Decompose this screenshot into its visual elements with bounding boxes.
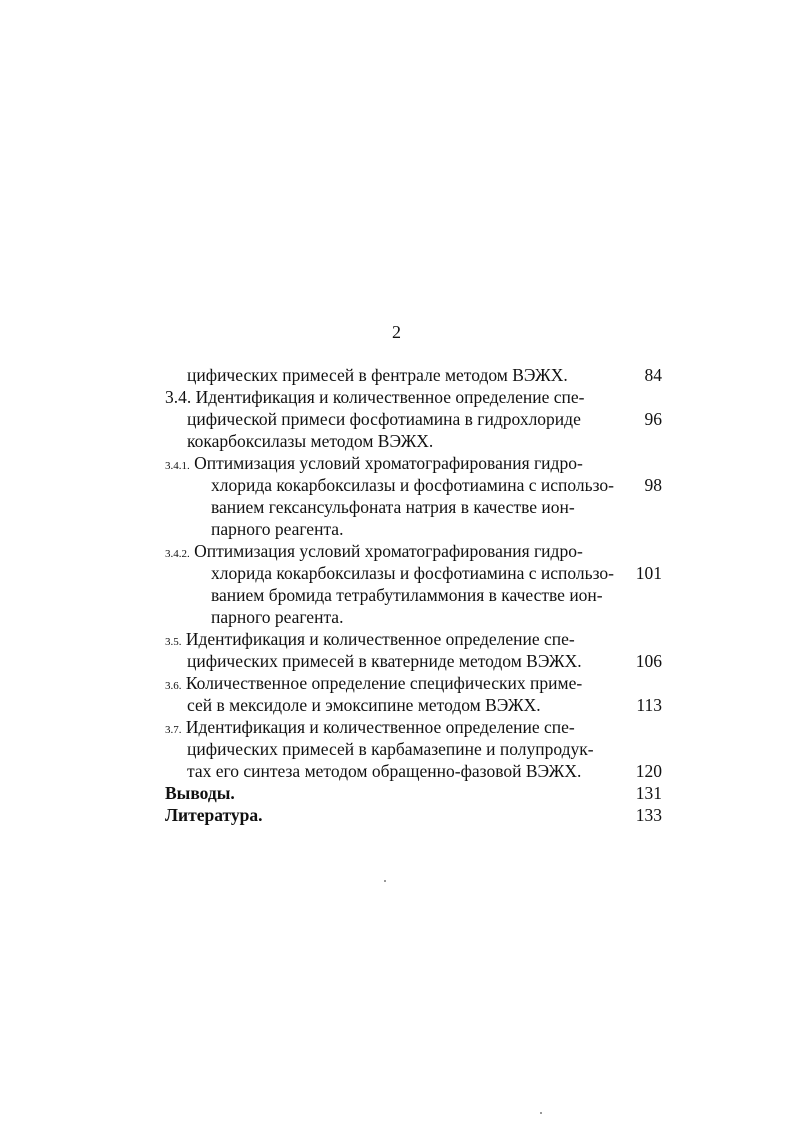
toc-entry-title: Оптимизация условий хроматографирования гидро- — [194, 541, 583, 561]
toc-entry-title: Идентификация и количественное определение спе- — [195, 387, 585, 407]
toc-entry-title: цифических примесей в фентрале методом ВЭЖХ. — [187, 365, 568, 385]
toc-line-text — [187, 650, 582, 672]
toc-entry-title: Выводы. — [165, 783, 235, 803]
toc-line — [165, 430, 670, 452]
toc-line-text — [187, 738, 594, 760]
toc-line-text — [211, 606, 343, 628]
toc-line — [165, 716, 670, 738]
toc-line — [165, 650, 670, 672]
toc-line — [165, 496, 670, 518]
toc-line — [165, 606, 670, 628]
toc-section-number: 3.7. — [165, 724, 182, 736]
toc-entry-title: цифических примесей в карбамазепине и полупродук- — [187, 739, 594, 759]
toc-entry-title: цифической примеси фосфотиамина в гидрохлориде — [187, 409, 581, 429]
toc-line-text — [165, 804, 263, 826]
toc-entry-title: Идентификация и количественное определение спе- — [185, 717, 575, 737]
toc-line — [165, 408, 670, 430]
toc-line-text — [211, 474, 614, 496]
toc-entry-title: Идентификация и количественное определение спе- — [185, 629, 575, 649]
toc-entry-title: Литература. — [165, 805, 263, 825]
table-of-contents — [165, 364, 670, 826]
toc-line-text — [165, 386, 585, 408]
toc-line — [165, 694, 670, 716]
toc-entry-title: ванием бромида тетрабутиламмония в качестве ион- — [211, 585, 603, 605]
toc-line-text — [211, 518, 343, 540]
toc-line-text — [211, 496, 575, 518]
scan-speck — [384, 880, 386, 882]
toc-line — [165, 760, 670, 782]
toc-entry-title: цифических примесей в кватерниде методом ВЭЖХ. — [187, 651, 582, 671]
toc-line — [165, 804, 670, 826]
toc-page-number: 113 — [636, 695, 662, 715]
toc-section-number: 3.4.1. — [165, 460, 190, 472]
toc-line — [165, 452, 670, 474]
toc-page-number: 131 — [635, 783, 662, 803]
toc-entry-title: хлорида кокарбоксилазы и фосфотиамина с использо- — [211, 475, 615, 495]
toc-line — [165, 584, 670, 606]
toc-section-number: 3.4.2. — [165, 548, 190, 560]
toc-line-text — [187, 760, 581, 782]
toc-section-number: 3.4. — [165, 387, 192, 407]
toc-entry-title: Количественное определение специфических приме- — [185, 673, 583, 693]
toc-line-text — [211, 584, 603, 606]
scan-speck — [540, 1112, 542, 1114]
toc-line — [165, 562, 670, 584]
toc-line-text — [211, 562, 614, 584]
toc-page-number: 133 — [635, 805, 662, 825]
toc-page-number: 96 — [644, 409, 662, 429]
toc-section-number: 3.6. — [165, 680, 182, 692]
toc-line — [165, 540, 670, 562]
toc-line — [165, 518, 670, 540]
toc-line — [165, 672, 670, 694]
toc-line — [165, 782, 670, 804]
toc-entry-title: хлорида кокарбоксилазы и фосфотиамина с использо- — [211, 563, 615, 583]
toc-entry-title: сей в мексидоле и эмоксипине методом ВЭЖХ. — [187, 695, 541, 715]
toc-entry-title: кокарбоксилазы методом ВЭЖХ. — [187, 431, 434, 451]
toc-line — [165, 386, 670, 408]
toc-entry-title: парного реагента. — [211, 607, 344, 627]
toc-line-text — [187, 430, 433, 452]
toc-line — [165, 628, 670, 650]
toc-entry-title: Оптимизация условий хроматографирования гидро- — [194, 453, 583, 473]
toc-section-number: 3.5. — [165, 636, 182, 648]
toc-entry-title: тах его синтеза методом обращенно-фазовой ВЭЖХ. — [187, 761, 582, 781]
toc-line-text — [187, 694, 541, 716]
page-number: 2 — [392, 322, 401, 342]
toc-entry-title: парного реагента. — [211, 519, 344, 539]
toc-entry-title: ванием гексансульфоната натрия в качестве ион- — [211, 497, 575, 517]
toc-page-number: 106 — [635, 651, 662, 671]
toc-line — [165, 474, 670, 496]
toc-line-text — [187, 364, 568, 386]
toc-page-number: 120 — [635, 761, 662, 781]
toc-page-number: 84 — [644, 365, 662, 385]
toc-line-text — [187, 408, 581, 430]
toc-page-number: 101 — [635, 563, 662, 583]
toc-line-text — [165, 782, 235, 804]
toc-line — [165, 364, 670, 386]
toc-page-number: 98 — [644, 475, 662, 495]
toc-line — [165, 738, 670, 760]
